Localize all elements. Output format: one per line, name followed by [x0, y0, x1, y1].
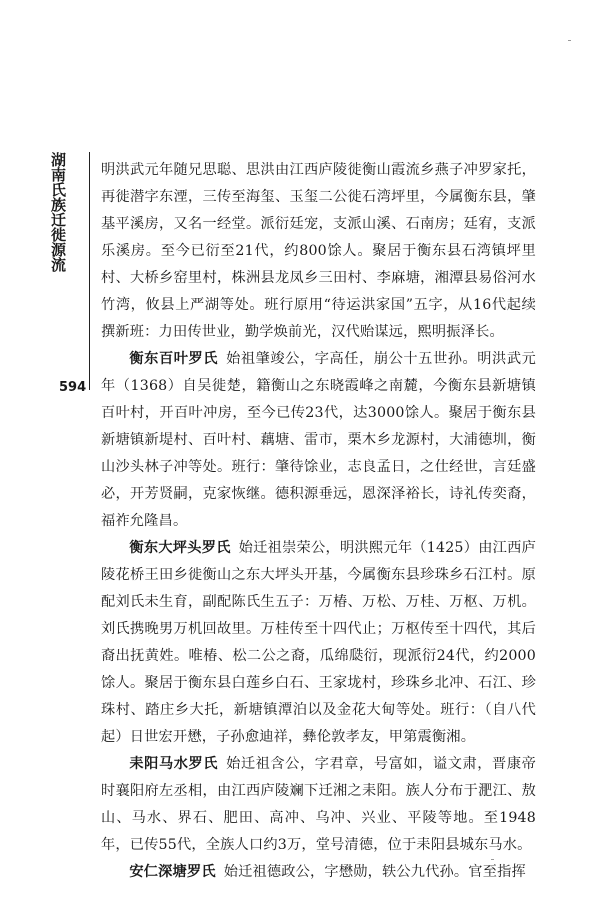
scan-speck	[491, 859, 494, 860]
page-number: 594	[59, 380, 87, 395]
clan-text: 始迁祖德政公，字懋勋，轶公九代孙。官至指挥	[223, 864, 526, 880]
clan-text: 始祖肇竣公，字高任，崩公十五世孙。明洪武元年（1368）自吴徙楚，籍衡山之东晓霞峰之南麓，今衡东县新塘镇百叶村，开百叶冲房，至今已传23代，达3000馀人。聚居于衡东县新塘镇新堤村、百叶村、藕塘、雷市，栗木乡龙源村，大浦德圳，衡山沙头林子冲等处。班行：肇待馀业，志良孟日，之仕经世，言廷盛必，开芳贤嗣，克家恢继。德积源垂远，恩深泽裕长，诗礼传奕裔，福祚允隆昌。	[101, 351, 537, 529]
clan-heading: 衡东大坪头罗氏	[129, 540, 231, 556]
clan-entry-hengdong-dapingtou	[101, 535, 536, 751]
clan-text: 始迁祖含公，字君章，号富如，谥文肃，晋康帝时襄阳府左丞相，由江西庐陵斓下迁湘之耒阳。族人分布于淝江、敖山、马水、界石、肥田、高冲、乌冲、兴业、平陵等地。至1948年，已传55代，全族人口约3万，堂号清德，位于耒阳县城东马水。	[101, 756, 537, 853]
clan-text: 始迁祖崇荣公，明洪熙元年（1425）由江西庐陵花桥王田乡徙衡山之东大坪头开基，今属衡东县珍珠乡石江村。原配刘氏未生育，副配陈氏生五子：万椿、万松、万桂、万枢、万机。刘氏携晚男万机回故里。万桂传至十四代止；万枢传至十四代，其后裔出抚黄姓。唯椿、松二公之裔，瓜绵瓞衍，现派衍24代，约2000馀人。聚居于衡东县白莲乡白石、王家垅村，珍珠乡北冲、石江、珍珠村、踏庄乡大托，新塘镇潭泊以及金花大甸等处。班行：（自八代起）日世宏开懋，子孙愈迪祥，彝伦敦孝友，甲第震衡湘。	[101, 540, 536, 745]
clan-entry-anren-shentang	[101, 859, 536, 886]
clan-heading: 安仁深塘罗氏	[129, 864, 216, 880]
clan-entry-hengdong-baiye	[101, 346, 536, 535]
running-head-title: 湖南氏族迁徙源流	[49, 152, 67, 272]
clan-heading: 耒阳马水罗氏	[129, 756, 219, 772]
margin-rule	[89, 152, 90, 390]
body-text	[101, 157, 536, 886]
clan-entry-leiyang-mashui	[101, 751, 536, 859]
scan-speck	[568, 40, 571, 41]
clan-heading: 衡东百叶罗氏	[129, 351, 219, 367]
intro-paragraph: 明洪武元年随兄思聪、思洪由江西庐陵徙衡山霞流乡燕子冲罗家托，再徙潜字东湮，三传至海玺、玉玺二公徙石湾坪里，今属衡东县，肇基平溪房，又名一经堂。派衍廷宠，支派山溪、石南房；廷宥，支派乐溪房。至今已衍至21代，约800馀人。聚居于衡东县石湾镇坪里村、大桥乡窑里村，株洲县龙凤乡三田村、李麻塘，湘潭县易俗河水竹湾，攸县上严湖等处。班行原用“待运洪家国”五字，从16代起续撰新班：力田传世业，勤学焕前光，汉代贻谋远，熙明振泽长。	[101, 162, 536, 340]
